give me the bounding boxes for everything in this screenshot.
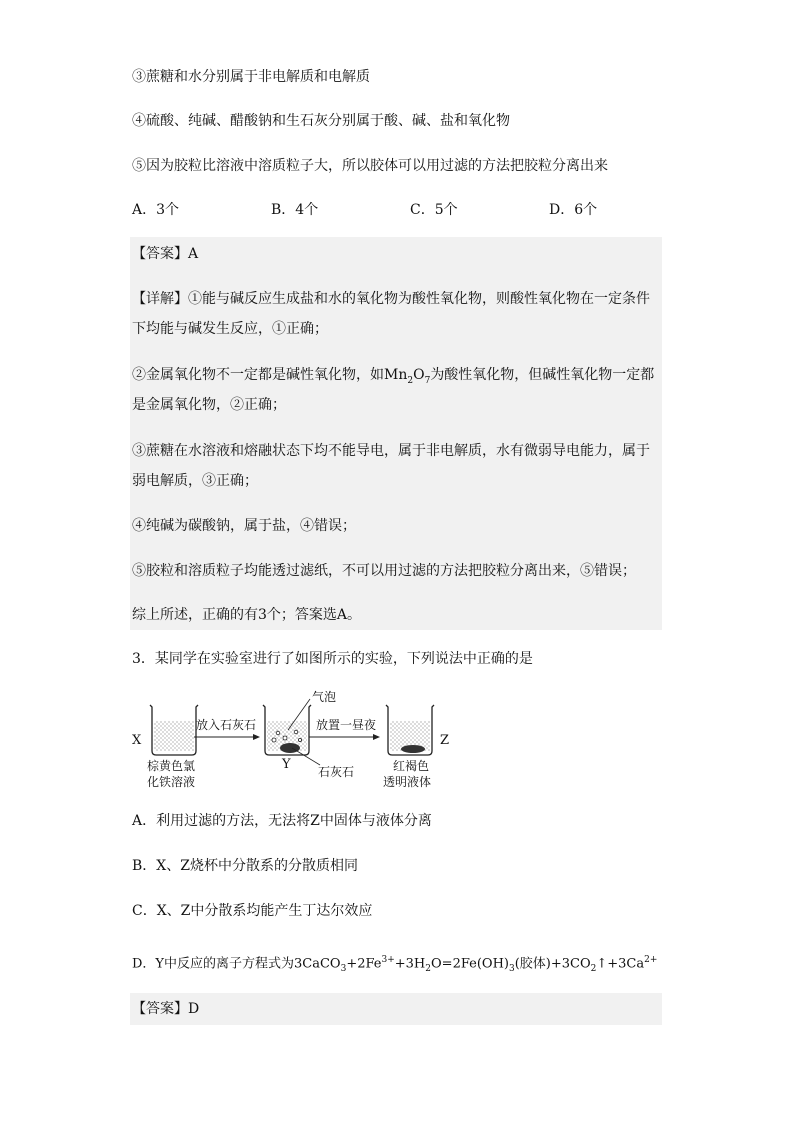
arrow-1 — [194, 734, 260, 740]
option-b: B．X、Z烧杯中分散系的分散质相同 — [132, 858, 358, 874]
detail-p3-line2: 弱电解质，③正确； — [132, 473, 258, 489]
label-x: X — [132, 733, 142, 748]
detail-p6: 综上所述，正确的有3个；答案选A。 — [132, 607, 362, 623]
label-z: Z — [440, 733, 450, 748]
q2-answer: 【答案】A — [132, 246, 199, 262]
x-desc-line2: 化铁溶液 — [147, 775, 196, 789]
detail-p2-line1: ②金属氧化物不一定都是碱性氧化物，如$Mn_2O_7$为酸性氧化物，但碱性氧化物一定都 — [132, 367, 655, 386]
q3-answer: 【答案】D — [132, 1001, 200, 1017]
option-a: A．利用过滤的方法，无法将Z中固体与液体分离 — [132, 813, 432, 829]
z-desc-line1: 红褐色 — [393, 759, 430, 773]
detail-p1-line1: 【详解】①能与碱反应生成盐和水的氧化物为酸性氧化物，则酸性氧化物在一定条件 — [132, 291, 650, 307]
choice-a: A．3个 — [132, 202, 180, 218]
label-y: Y — [282, 757, 291, 772]
q3-stem: 3．某同学在实验室进行了如图所示的实验，下列说法中正确的是 — [132, 651, 533, 667]
statement-4: ④硫酸、纯碱、醋酸钠和生石灰分别属于酸、碱、盐和氧化物 — [132, 113, 510, 129]
x-desc-line1: 棕黄色氯 — [147, 759, 196, 773]
arrow2-label: 放置一昼夜 — [316, 718, 377, 732]
beaker-z — [386, 705, 434, 755]
option-c: C．X、Z中分散系均能产生丁达尔效应 — [132, 903, 373, 919]
statement-5: ⑤因为胶粒比溶液中溶质粒子大，所以胶体可以用过滤的方法把胶粒分离出来 — [132, 158, 608, 174]
statement-3: ③蔗糖和水分别属于非电解质和电解质 — [132, 69, 370, 85]
limestone-label: 石灰石 — [318, 765, 355, 779]
z-desc-line2: 透明液体 — [383, 775, 432, 789]
beaker-x — [150, 705, 198, 755]
choice-b: B．4个 — [271, 202, 319, 218]
detail-p3-line1: ③蔗糖在水溶液和熔融状态下均不能导电，属于非电解质，水有微弱导电能力，属于 — [132, 443, 650, 459]
arrow-2 — [309, 734, 380, 740]
choice-c: C．5个 — [410, 202, 458, 218]
option-d: D．Y中反应的离子方程式为$3CaCO_3+2Fe^{3+}+3H_2O=2Fe(OH)_3$(胶体)$+3CO_2↑+3Ca^{2+}$ — [132, 955, 658, 974]
detail-p5: ⑤胶粒和溶质粒子均能透过滤纸，不可以用过滤的方法把胶粒分离出来，⑤错误； — [132, 563, 636, 579]
detail-p2-line2: 是金属氧化物，②正确； — [132, 397, 286, 413]
choice-d: D．6个 — [549, 202, 598, 218]
detail-p1-line2: 下均能与碱发生反应，①正确； — [132, 321, 328, 337]
arrow1-label: 放入石灰石 — [196, 718, 257, 732]
experiment-figure — [120, 685, 460, 795]
bubble-label: 气泡 — [312, 690, 337, 704]
q3-answer-panel — [130, 993, 662, 1025]
detail-p4: ④纯碱为碳酸钠，属于盐，④错误； — [132, 518, 356, 534]
beaker-y — [263, 705, 311, 755]
